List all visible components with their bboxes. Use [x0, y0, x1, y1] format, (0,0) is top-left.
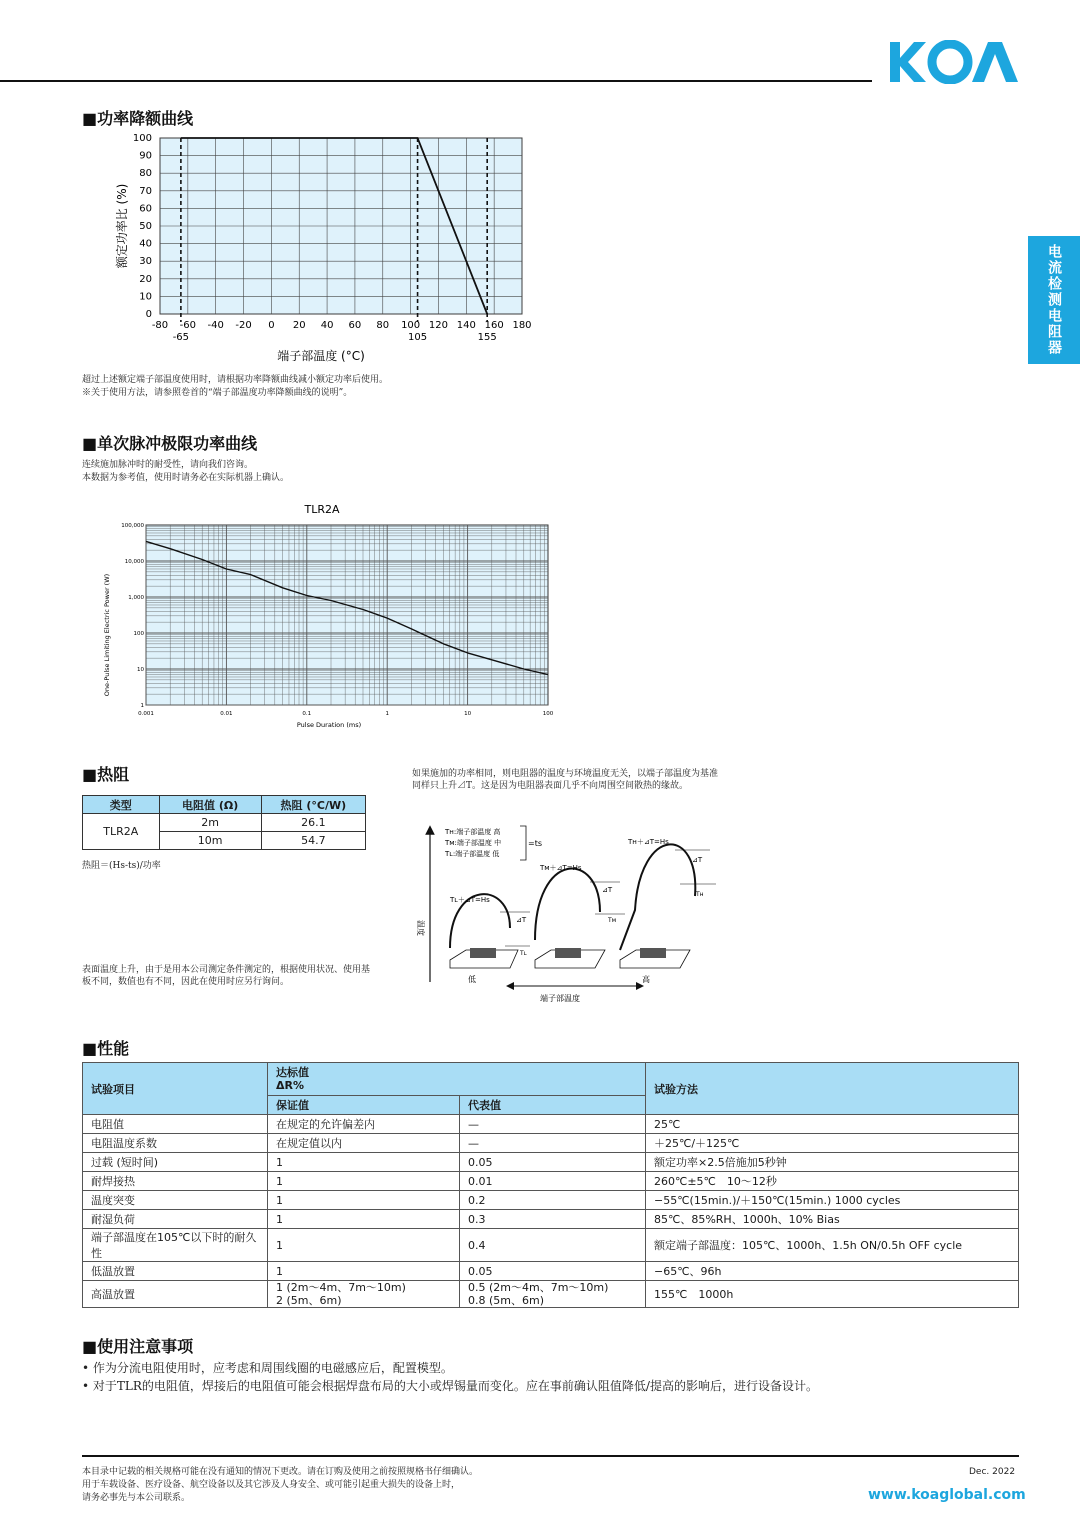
perf-header-typical: 代表值: [460, 1096, 646, 1115]
perf-typical: 0.2: [460, 1191, 646, 1210]
perf-title: ■性能: [82, 1039, 130, 1058]
x-tick-label: 10: [464, 711, 472, 717]
thermal-header-resistance: 电阻值 (Ω): [159, 796, 261, 814]
x-tick-label: 100: [401, 320, 421, 331]
x-tick-label: 1: [385, 711, 389, 717]
perf-typical: —: [460, 1115, 646, 1134]
perf-method: 25℃: [645, 1115, 1018, 1134]
thermal-diagram: [410, 820, 730, 1010]
label-tl: Tʟ: [520, 950, 527, 957]
perf-header-target: [267, 1063, 645, 1096]
diagram-y-axis: 温度: [416, 920, 425, 936]
x-tick-label: 20: [292, 320, 306, 331]
label-tl-hs: Tʟ＋⊿T=Hs: [450, 896, 490, 904]
table-row: [83, 1229, 1019, 1262]
perf-method: −65℃、96h: [645, 1262, 1018, 1281]
table-row: [83, 1281, 1019, 1308]
table-row: [83, 1210, 1019, 1229]
y-tick-label: 60: [139, 203, 152, 215]
diagram-x-axis: 端子部温度: [540, 994, 580, 1003]
y-tick-label: 100: [132, 133, 152, 144]
x-tick-label: -60: [179, 320, 197, 331]
dt-mid: ⊿T: [602, 886, 613, 894]
x-tick-label: 100: [542, 711, 554, 717]
x-tick-label: 160: [484, 320, 504, 331]
x-tick-label: 120: [428, 320, 449, 331]
mark-label: -65: [172, 332, 190, 343]
x-tick-label: -40: [207, 320, 224, 331]
header-rule: [0, 80, 872, 82]
caution-item-1: • 作为分流电阻使用时，应考虑和周围线圈的电磁感应后，配置模型。: [82, 1361, 453, 1375]
y-tick-label: 10,000: [124, 559, 144, 565]
y-tick-label: 20: [139, 273, 152, 285]
y-axis-label: 额定功率比 (%): [115, 183, 129, 269]
perf-header-delta: ΔR%: [275, 1079, 304, 1092]
koa-logo: [888, 40, 1018, 84]
pulse-note-1: 连续施加脉冲时的耐受性，请向我们咨询。: [82, 460, 254, 470]
y-tick-label: 100,000: [121, 523, 144, 529]
table-row: [83, 1115, 1019, 1134]
table-row: [83, 1191, 1019, 1210]
x-tick-label: 140: [456, 320, 476, 331]
legend-m: Tᴍ:端子部温度 中: [445, 839, 502, 847]
perf-method: −55℃(15min.)/＋150℃(15min.) 1000 cycles: [645, 1191, 1018, 1210]
y-tick-label: 10: [139, 291, 152, 303]
perf-guarantee: 1: [267, 1191, 459, 1210]
y-tick-label: 30: [139, 256, 152, 268]
thermal-note-right: 如果施加的功率相同，则电阻器的温度与环境温度无关，以端子部温度为基准同样只上升⊿T。这是因为电阻器表面几乎不向周围空间散热的缘故。: [412, 769, 719, 791]
thermal-resistance-1: 2m: [159, 814, 261, 832]
legend-h: Tʜ:端子部温度 高: [445, 828, 501, 836]
thermal-resistance-2: 10m: [159, 832, 261, 850]
derating-note-1: 超过上述额定端子部温度使用时，请根据功率降额曲线减小额定功率后使用。: [82, 375, 389, 385]
table-row: [83, 1262, 1019, 1281]
perf-method: ＋25℃/＋125℃: [645, 1134, 1018, 1153]
perf-guarantee-line-1: 1 (2m〜4m、7m〜10m): [275, 1281, 406, 1294]
footer-line-2: 用于车载设备、医疗设备、航空设备以及其它涉及人身安全、或可能引起重大损失的设备上时，: [82, 1480, 461, 1490]
thermal-formula: 热阻＝(Hs-ts)/功率: [82, 861, 161, 871]
x-tick-label: 60: [348, 320, 362, 331]
perf-header-guarantee: 保证值: [267, 1096, 459, 1115]
label-tm-hs: Tᴍ＋⊿T=Hs: [540, 864, 582, 872]
derating-note-2: ※关于使用方法，请参照卷首的“端子部温度功率降额曲线的说明”。: [82, 388, 353, 398]
x-tick-label: 0.01: [220, 711, 233, 717]
performance-table: [82, 1062, 1019, 1308]
x-tick-label: 0: [268, 320, 275, 331]
pulse-title: ■单次脉冲极限功率曲线: [82, 434, 258, 453]
y-tick-label: 80: [139, 168, 152, 180]
perf-item: 低温放置: [83, 1262, 268, 1281]
footer-rule: [82, 1455, 1019, 1457]
thermal-header-thermal: 热阻 (°C/W): [261, 796, 365, 814]
label-th-hs: Tʜ＋⊿T=Hs: [628, 838, 669, 846]
perf-typical: —: [460, 1134, 646, 1153]
thermal-table: [82, 795, 366, 850]
thermal-note-bottom: 表面温度上升，由于是用本公司测定条件测定的，根据使用状况、使用基板不同，数值也有不同，因此在使用时应另行询问。: [82, 965, 371, 987]
perf-item: 端子部温度在105℃以下时的耐久性: [83, 1229, 268, 1262]
thermal-value-2: 54.7: [261, 832, 365, 850]
perf-guarantee: 在规定值以内: [267, 1134, 459, 1153]
category-side-tab: 电流检测电阻器: [1028, 236, 1080, 364]
y-tick-label: 40: [139, 238, 152, 250]
y-tick-label: 1,000: [128, 595, 144, 601]
perf-method: 85℃、85%RH、1000h、10% Bias: [645, 1210, 1018, 1229]
thermal-type: TLR2A: [83, 814, 160, 850]
perf-header-item: 试验项目: [83, 1063, 268, 1115]
perf-item: 温度突变: [83, 1191, 268, 1210]
y-tick-label: 70: [139, 185, 152, 197]
x-tick-label: -20: [235, 320, 252, 331]
dt-low: ⊿T: [516, 916, 527, 924]
footer-date: Dec. 2022: [969, 1467, 1016, 1477]
thermal-title: ■热阻: [82, 765, 130, 784]
y-tick-label: 10: [137, 667, 144, 673]
perf-guarantee: 1: [267, 1210, 459, 1229]
x-tick-label: 0.001: [138, 711, 154, 717]
footer-url[interactable]: www.koaglobal.com: [868, 1487, 1026, 1503]
perf-guarantee: [267, 1281, 459, 1308]
perf-item: 过载 (短时间): [83, 1153, 268, 1172]
table-row: [83, 1134, 1019, 1153]
perf-item: 耐焊接热: [83, 1172, 268, 1191]
chart-title: TLR2A: [304, 503, 340, 516]
y-tick-label: 90: [139, 150, 152, 162]
perf-method: 额定端子部温度：105℃、1000h、1.5h ON/0.5h OFF cycle: [645, 1229, 1018, 1262]
perf-item: 耐湿负荷: [83, 1210, 268, 1229]
pulse-chart: [96, 498, 566, 734]
y-axis-label: One-Pulse Limiting Electric Power (W): [103, 573, 111, 697]
legend-ts: =ts: [528, 839, 543, 848]
perf-guarantee: 1: [267, 1262, 459, 1281]
derating-title: ■功率降额曲线: [82, 109, 194, 128]
y-tick-label: 1: [140, 703, 144, 709]
y-tick-label: 50: [139, 221, 152, 232]
perf-item: 高温放置: [83, 1281, 268, 1308]
mark-label: 155: [477, 332, 497, 343]
diagram-high: 高: [642, 975, 650, 984]
perf-guarantee: 1: [267, 1172, 459, 1191]
caution-item-2: • 对于TLR的电阻值，焊接后的电阻值可能会根据焊盘布局的大小或焊锡量而变化。应在事前确认阻值降低/提高的影响后，进行设备设计。: [82, 1379, 818, 1393]
perf-typical: 0.05: [460, 1153, 646, 1172]
thermal-header-type: 类型: [83, 796, 160, 814]
x-axis-label: 端子部温度 (°C): [277, 349, 365, 363]
perf-typical: 0.01: [460, 1172, 646, 1191]
x-tick-label: 40: [320, 320, 334, 331]
perf-method: 额定功率×2.5倍施加5秒钟: [645, 1153, 1018, 1172]
label-th: Tʜ: [696, 891, 704, 898]
x-tick-label: 0.1: [302, 711, 312, 717]
y-tick-label: 100: [133, 631, 144, 637]
perf-header-target-label: 达标值: [275, 1066, 309, 1079]
table-row: [83, 1172, 1019, 1191]
mark-label: 105: [408, 332, 428, 343]
diagram-low: 低: [468, 975, 476, 984]
perf-guarantee: 1: [267, 1153, 459, 1172]
perf-typical: 0.3: [460, 1210, 646, 1229]
table-row: [83, 1153, 1019, 1172]
perf-typical-line-1: 0.5 (2m〜4m、7m〜10m): [468, 1281, 609, 1294]
y-tick-label: 0: [145, 309, 152, 320]
perf-header-method: 试验方法: [645, 1063, 1018, 1115]
x-tick-label: 180: [512, 320, 532, 331]
x-tick-label: 80: [376, 320, 390, 331]
perf-method: 155℃ 1000h: [645, 1281, 1018, 1308]
footer-line-3: 请务必事先与本公司联系。: [82, 1493, 191, 1503]
plot-area: [146, 525, 548, 705]
x-axis-label: Pulse Duration (ms): [296, 721, 362, 729]
derating-chart: [100, 128, 550, 368]
perf-item: 电阻值: [83, 1115, 268, 1134]
label-tm: Tᴍ: [608, 917, 617, 924]
x-tick-label: -80: [151, 320, 169, 331]
perf-typical: 0.4: [460, 1229, 646, 1262]
dt-high: ⊿T: [692, 856, 703, 864]
perf-guarantee: 在规定的允许偏差内: [267, 1115, 459, 1134]
perf-typical: 0.05: [460, 1262, 646, 1281]
perf-typical: [460, 1281, 646, 1308]
perf-typical-line-2: 0.8 (5m、6m): [468, 1294, 545, 1307]
perf-guarantee: 1: [267, 1229, 459, 1262]
perf-item: 电阻温度系数: [83, 1134, 268, 1153]
thermal-value-1: 26.1: [261, 814, 365, 832]
pulse-note-2: 本数据为参考值，使用时请务必在实际机器上确认。: [82, 473, 290, 483]
perf-method: 260℃±5℃ 10〜12秒: [645, 1172, 1018, 1191]
legend-l: Tʟ:端子部温度 低: [445, 850, 500, 858]
footer-line-1: 本目录中记载的相关规格可能在没有通知的情况下更改。请在订购及使用之前按照规格书仔细确认。: [82, 1467, 479, 1477]
perf-guarantee-line-2: 2 (5m、6m): [275, 1294, 342, 1307]
caution-title: ■使用注意事项: [82, 1337, 194, 1356]
